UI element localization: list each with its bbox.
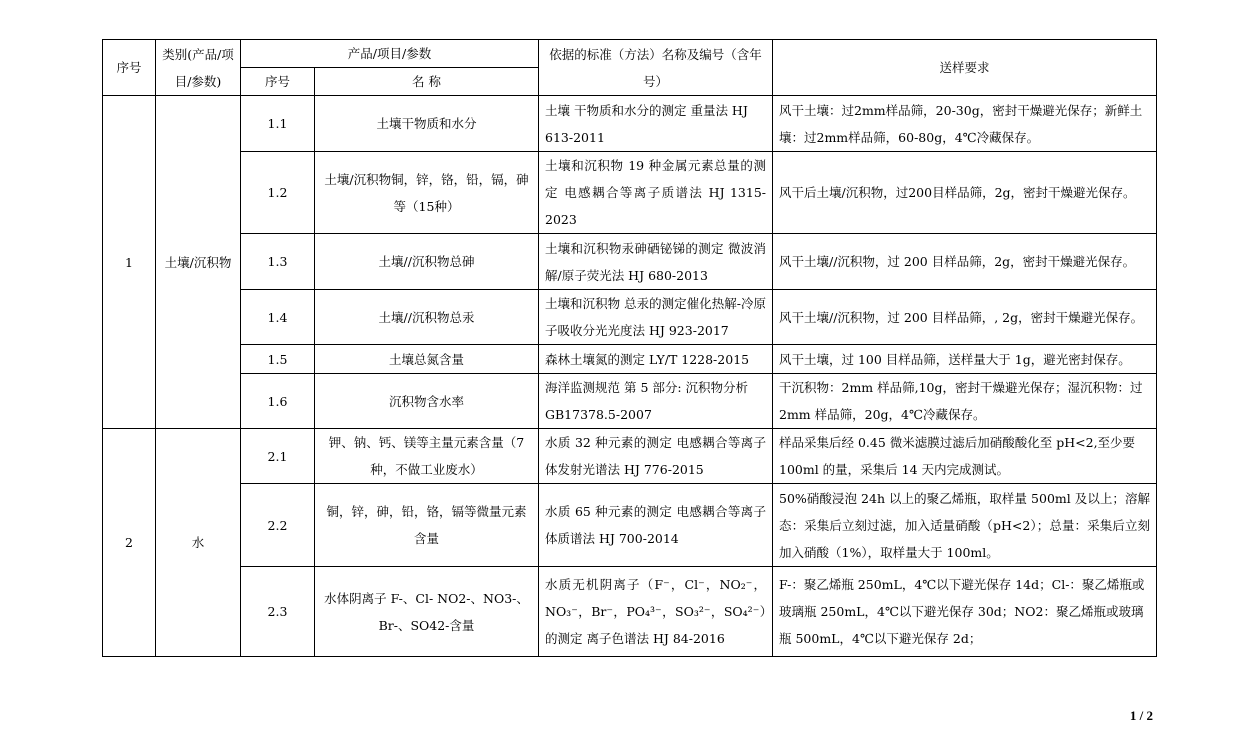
item-no: 2.2 (241, 484, 315, 567)
table-row (103, 96, 1157, 152)
page-number: 1 / 2 (1129, 708, 1153, 723)
item-no: 1.1 (241, 96, 315, 152)
item-requirement: 风干后土壤/沉积物，过200目样品筛，2g，密封干燥避光保存。 (773, 152, 1157, 234)
table-row (103, 152, 1157, 234)
item-no: 1.3 (241, 234, 315, 290)
item-no: 2.1 (241, 429, 315, 484)
item-name: 土壤/沉积物铜，锌，铬，铅，镉，砷等（15种） (315, 152, 539, 234)
item-no: 1.2 (241, 152, 315, 234)
item-name: 土壤//沉积物总汞 (315, 290, 539, 345)
item-standard: 土壤和沉积物汞砷硒铋锑的测定 微波消解/原子荧光法 HJ 680-2013 (539, 234, 773, 290)
item-requirement: 干沉积物：2mm 样品筛,10g，密封干燥避光保存；湿沉积物：过 2mm 样品筛，20g，4℃冷藏保存。 (773, 374, 1157, 429)
item-name: 钾、钠、钙、镁等主量元素含量（7种，不做工业废水） (315, 429, 539, 484)
item-requirement: 风干土壤//沉积物，过 200 目样品筛，, 2g，密封干燥避光保存。 (773, 290, 1157, 345)
item-no: 2.3 (241, 567, 315, 657)
table-row (103, 374, 1157, 429)
item-no: 1.5 (241, 345, 315, 374)
item-requirement: 50%硝酸浸泡 24h 以上的聚乙烯瓶，取样量 500ml 及以上；溶解态：采集后立刻过滤，加入适量硝酸（pH<2）；总量：采集后立刻加入硝酸（1%），取样量大于 100ml。 (773, 484, 1157, 567)
header-standard: 依据的标准（方法）名称及编号（含年号） (539, 40, 773, 96)
item-standard: 水质 65 种元素的测定 电感耦合等离子体质谱法 HJ 700-2014 (539, 484, 773, 567)
item-name: 沉积物含水率 (315, 374, 539, 429)
item-requirement: 风干土壤：过2mm样品筛，20-30g，密封干燥避光保存；新鲜土壤：过2mm样品筛，60-80g，4℃冷藏保存。 (773, 96, 1157, 152)
header-name: 名 称 (315, 68, 539, 96)
table-row (103, 484, 1157, 567)
table-row (103, 234, 1157, 290)
item-standard: 水质 32 种元素的测定 电感耦合等离子体发射光谱法 HJ 776-2015 (539, 429, 773, 484)
item-name: 铜，锌，砷，铅，铬，镉等微量元素含量 (315, 484, 539, 567)
group-category: 土壤/沉积物 (156, 96, 241, 429)
table-row (103, 290, 1157, 345)
item-name: 土壤总氮含量 (315, 345, 539, 374)
item-standard: 海洋监测规范 第 5 部分: 沉积物分析 GB17378.5-2007 (539, 374, 773, 429)
item-name: 土壤//沉积物总砷 (315, 234, 539, 290)
item-standard: 森林土壤氮的测定 LY/T 1228-2015 (539, 345, 773, 374)
header-seq: 序号 (103, 40, 156, 96)
header-sub-seq: 序号 (241, 68, 315, 96)
item-no: 1.4 (241, 290, 315, 345)
table-row (103, 429, 1157, 484)
sample-requirements-table (102, 39, 1157, 657)
group-category: 水 (156, 429, 241, 657)
header-product-group: 产品/项目/参数 (241, 40, 539, 68)
item-standard: 土壤和沉积物 总汞的测定催化热解-冷原子吸收分光光度法 HJ 923-2017 (539, 290, 773, 345)
item-standard: 土壤和沉积物 19 种金属元素总量的测定 电感耦合等离子质谱法 HJ 1315-2023 (539, 152, 773, 234)
group-seq: 2 (103, 429, 156, 657)
header-row (103, 40, 1157, 68)
item-requirement: 风干土壤//沉积物，过 200 目样品筛，2g，密封干燥避光保存。 (773, 234, 1157, 290)
item-no: 1.6 (241, 374, 315, 429)
item-name: 土壤干物质和水分 (315, 96, 539, 152)
item-requirement: 风干土壤，过 100 目样品筛，送样量大于 1g，避光密封保存。 (773, 345, 1157, 374)
table-row (103, 567, 1157, 657)
header-requirement: 送样要求 (773, 40, 1157, 96)
item-requirement: 样品采集后经 0.45 微米滤膜过滤后加硝酸酸化至 pH<2,至少要 100ml 的量，采集后 14 天内完成测试。 (773, 429, 1157, 484)
item-standard: 水质无机阴离子（F⁻，Cl⁻，NO₂⁻，NO₃⁻，Br⁻，PO₄³⁻，SO₃²⁻，SO₄²⁻）的测定 离子色谱法 HJ 84-2016 (539, 567, 773, 657)
item-standard: 土壤 干物质和水分的测定 重量法 HJ 613-2011 (539, 96, 773, 152)
item-name: 水体阴离子 F-、Cl- NO2-、NO3-、Br-、SO42-含量 (315, 567, 539, 657)
table-row (103, 345, 1157, 374)
item-requirement: F-：聚乙烯瓶 250mL，4℃以下避光保存 14d；Cl-：聚乙烯瓶或玻璃瓶 250mL，4℃以下避光保存 30d；NO2：聚乙烯瓶或玻璃瓶 500mL，4℃以下避光保存 2d； (773, 567, 1157, 657)
group-seq: 1 (103, 96, 156, 429)
header-category: 类别(产品/项目/参数) (156, 40, 241, 96)
